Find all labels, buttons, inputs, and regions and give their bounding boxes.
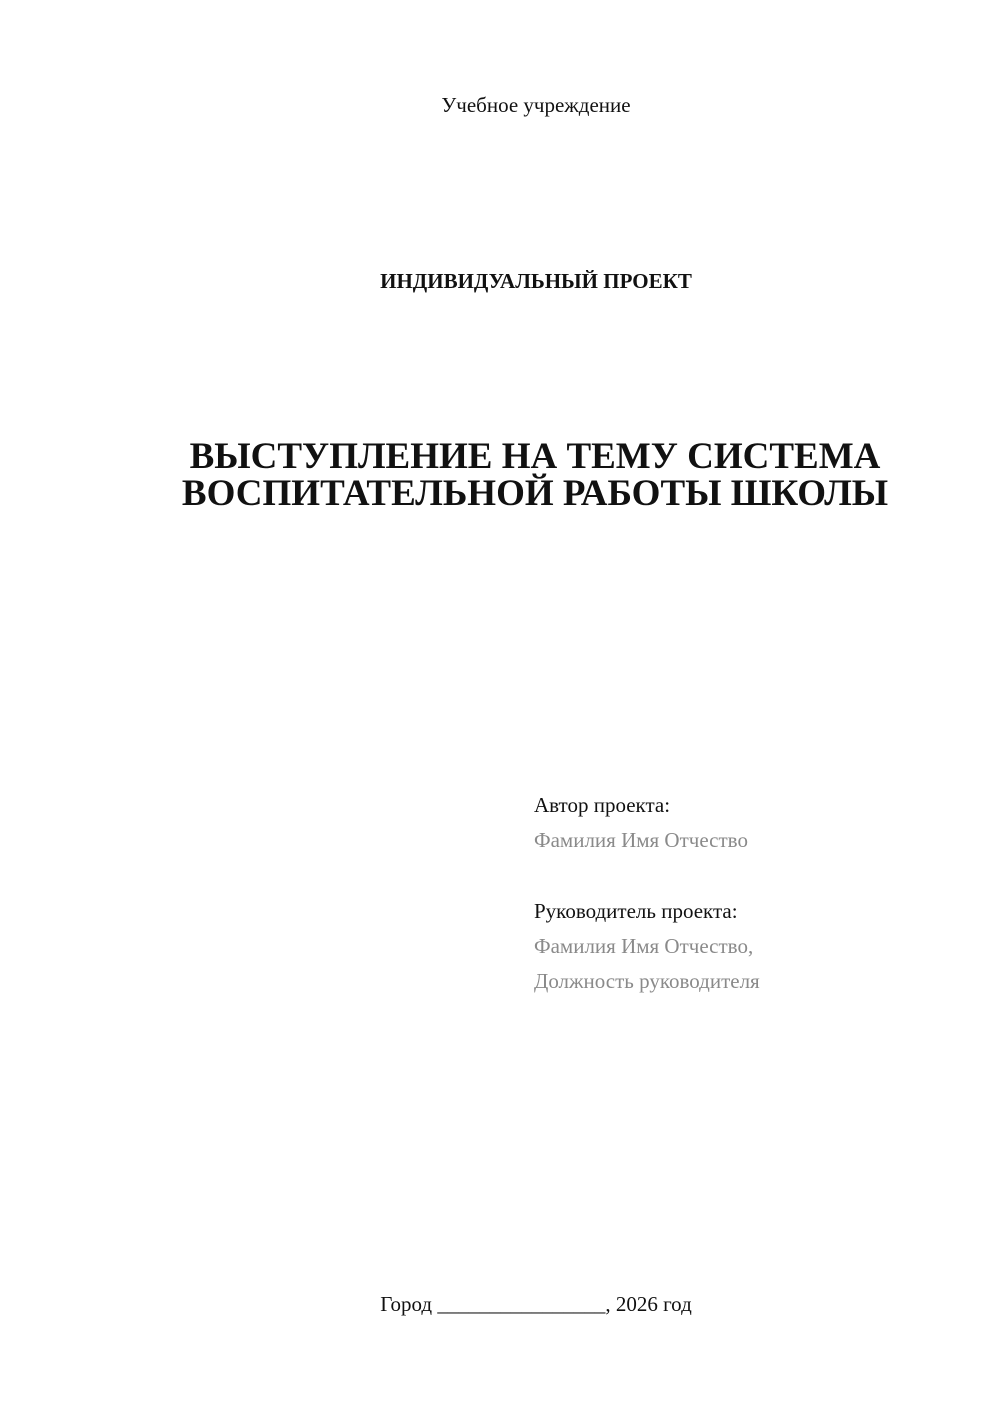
author-block: [534, 788, 974, 858]
document-title: [120, 438, 950, 512]
city-label: Город: [380, 1292, 433, 1316]
supervisor-block: [534, 894, 974, 999]
supervisor-label: Руководитель проекта:: [534, 899, 738, 923]
supervisor-name: Фамилия Имя Отчество,: [534, 934, 754, 958]
document-title-line-1: ВЫСТУПЛЕНИЕ НА ТЕМУ СИСТЕМА: [189, 436, 881, 477]
supervisor-position: Должность руководителя: [534, 969, 760, 993]
city-blank: ________________: [437, 1292, 606, 1316]
author-name: Фамилия Имя Отчество: [534, 828, 748, 852]
author-label: Автор проекта:: [534, 793, 671, 817]
institution-name: Учебное учреждение: [441, 93, 631, 117]
year-text: , 2026 год: [605, 1292, 692, 1316]
city-year-line: [0, 1290, 1000, 1318]
document-title-line-2: ВОСПИТАТЕЛЬНОЙ РАБОТЫ ШКОЛЫ: [181, 473, 889, 514]
document-type: ИНДИВИДУАЛЬНЫЙ ПРОЕКТ: [380, 269, 692, 293]
